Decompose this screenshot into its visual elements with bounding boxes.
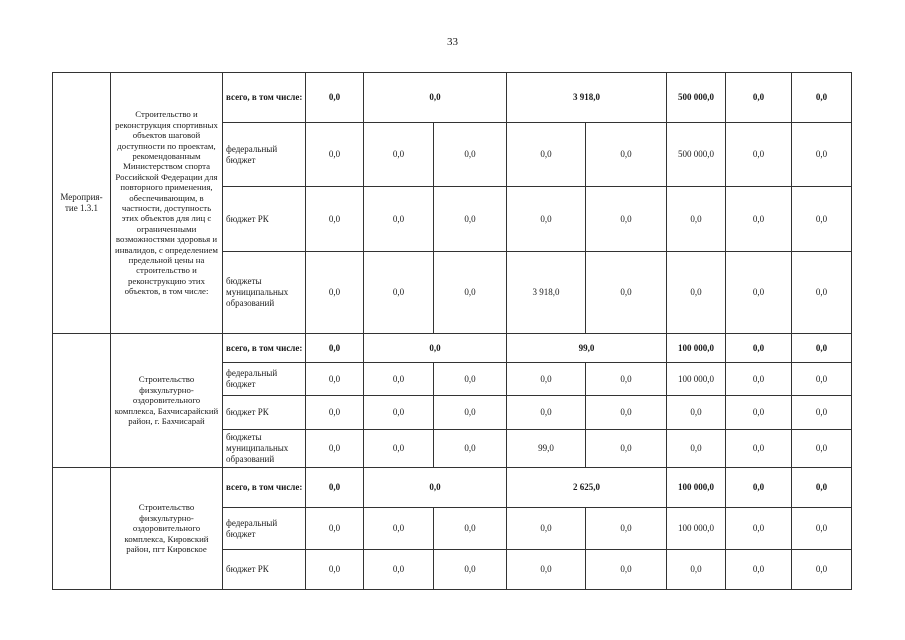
value-cell: 0,0 [434, 363, 507, 396]
value-cell: 0,0 [792, 187, 852, 252]
value-cell: 0,0 [586, 123, 667, 187]
total-cell: 0,0 [364, 73, 507, 123]
total-cell: 0,0 [364, 468, 507, 508]
value-cell: 0,0 [306, 508, 364, 550]
value-cell: 0,0 [586, 430, 667, 468]
total-cell: 0,0 [792, 468, 852, 508]
value-cell: 0,0 [306, 252, 364, 334]
value-cell: 0,0 [364, 252, 434, 334]
value-cell: 0,0 [726, 187, 792, 252]
value-cell: 0,0 [586, 508, 667, 550]
value-cell: 0,0 [507, 550, 586, 590]
value-cell: 0,0 [364, 550, 434, 590]
total-cell: 0,0 [726, 73, 792, 123]
value-cell: 0,0 [434, 508, 507, 550]
measure-description: Строительство физкультурно-оздоровительного комплекса, Кировский район, пгт Кировское [111, 468, 223, 590]
total-cell: 0,0 [364, 334, 507, 363]
source-label: бюджет РК [223, 187, 306, 252]
total-label: всего, в том числе: [223, 334, 306, 363]
value-cell: 0,0 [792, 508, 852, 550]
value-cell: 0,0 [726, 363, 792, 396]
value-cell: 0,0 [507, 396, 586, 430]
total-cell: 99,0 [507, 334, 667, 363]
value-cell: 0,0 [667, 187, 726, 252]
value-cell: 0,0 [667, 550, 726, 590]
measure-code [53, 334, 111, 468]
value-cell: 0,0 [586, 550, 667, 590]
value-cell: 0,0 [586, 396, 667, 430]
total-label: всего, в том числе: [223, 73, 306, 123]
value-cell: 100 000,0 [667, 363, 726, 396]
value-cell: 0,0 [667, 396, 726, 430]
total-cell: 100 000,0 [667, 334, 726, 363]
value-cell: 0,0 [306, 396, 364, 430]
source-label: федеральный бюджет [223, 123, 306, 187]
value-cell: 0,0 [364, 187, 434, 252]
value-cell: 0,0 [726, 252, 792, 334]
total-cell: 0,0 [306, 468, 364, 508]
measure-description: Строительство физкультурно-оздоровительного комплекса, Бахчисарайский район, г. Бахчисарай [111, 334, 223, 468]
total-cell: 0,0 [792, 334, 852, 363]
value-cell: 0,0 [726, 550, 792, 590]
total-cell: 0,0 [792, 73, 852, 123]
value-cell: 0,0 [434, 252, 507, 334]
value-cell: 0,0 [726, 508, 792, 550]
measure-description: Строительство и реконструкция спортивных объектов шаговой доступности по проектам, рекомендованным Министерством спорта Российской Федерации для повторного применения, обеспечивающим, в частности, доступность этих объектов для лиц с ограниченными возможностями здоровья и инвалидов, с определением предельной цены на строительство и реконструкцию этих объектов, в том числе: [111, 73, 223, 334]
value-cell: 0,0 [364, 363, 434, 396]
budget-table [52, 72, 852, 590]
value-cell: 0,0 [306, 123, 364, 187]
value-cell: 100 000,0 [667, 508, 726, 550]
total-cell: 0,0 [306, 334, 364, 363]
value-cell: 99,0 [507, 430, 586, 468]
source-label: бюджет РК [223, 550, 306, 590]
value-cell: 0,0 [507, 363, 586, 396]
total-cell: 3 918,0 [507, 73, 667, 123]
value-cell: 0,0 [434, 430, 507, 468]
value-cell: 0,0 [792, 252, 852, 334]
value-cell: 0,0 [792, 123, 852, 187]
value-cell: 0,0 [434, 187, 507, 252]
source-label: федеральный бюджет [223, 508, 306, 550]
value-cell: 0,0 [364, 430, 434, 468]
value-cell: 0,0 [434, 396, 507, 430]
table-row [53, 73, 852, 123]
total-label: всего, в том числе: [223, 468, 306, 508]
value-cell: 0,0 [364, 123, 434, 187]
value-cell: 0,0 [434, 550, 507, 590]
total-cell: 0,0 [306, 73, 364, 123]
source-label: бюджет РК [223, 396, 306, 430]
value-cell: 0,0 [792, 430, 852, 468]
table-row [53, 468, 852, 508]
value-cell: 0,0 [792, 550, 852, 590]
table-row [53, 334, 852, 363]
value-cell: 0,0 [792, 396, 852, 430]
value-cell: 500 000,0 [667, 123, 726, 187]
value-cell: 0,0 [726, 430, 792, 468]
source-label: федеральный бюджет [223, 363, 306, 396]
value-cell: 0,0 [726, 396, 792, 430]
value-cell: 0,0 [306, 550, 364, 590]
value-cell: 0,0 [507, 187, 586, 252]
value-cell: 0,0 [507, 508, 586, 550]
total-cell: 100 000,0 [667, 468, 726, 508]
page-number: 33 [447, 36, 458, 48]
value-cell: 0,0 [667, 430, 726, 468]
value-cell: 0,0 [306, 363, 364, 396]
value-cell: 0,0 [792, 363, 852, 396]
total-cell: 500 000,0 [667, 73, 726, 123]
value-cell: 0,0 [306, 187, 364, 252]
value-cell: 0,0 [434, 123, 507, 187]
total-cell: 0,0 [726, 468, 792, 508]
value-cell: 0,0 [667, 252, 726, 334]
measure-code [53, 468, 111, 590]
measure-code: Мероприя-тие 1.3.1 [53, 73, 111, 334]
total-cell: 2 625,0 [507, 468, 667, 508]
value-cell: 0,0 [586, 363, 667, 396]
value-cell: 0,0 [364, 508, 434, 550]
value-cell: 0,0 [586, 252, 667, 334]
value-cell: 0,0 [726, 123, 792, 187]
value-cell: 0,0 [586, 187, 667, 252]
value-cell: 0,0 [306, 430, 364, 468]
value-cell: 0,0 [364, 396, 434, 430]
value-cell: 3 918,0 [507, 252, 586, 334]
value-cell: 0,0 [507, 123, 586, 187]
total-cell: 0,0 [726, 334, 792, 363]
source-label: бюджеты муниципальных образований [223, 430, 306, 468]
source-label: бюджеты муниципальных образований [223, 252, 306, 334]
